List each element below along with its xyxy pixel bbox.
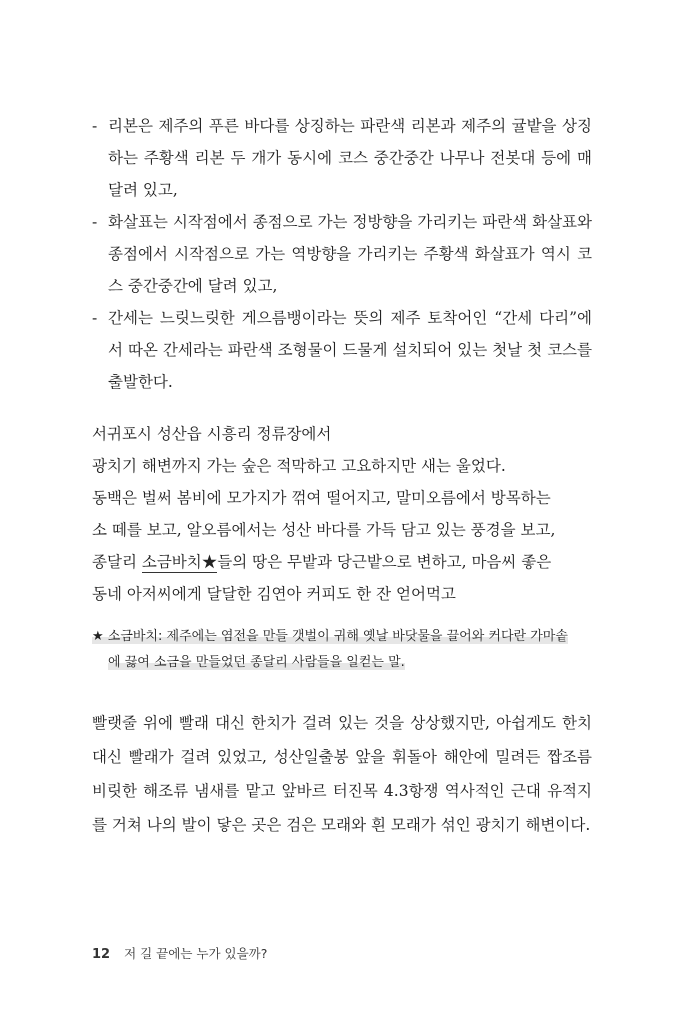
footnote-term[interactable]	[142, 553, 217, 573]
bullet-text: 화살표는 시작점에서 종점으로 가는 정방향을 가리키는 파란색 화살표와 종점에서 시작점으로 가는 역방향을 가리키는 주황색 화살표가 역시 코스 중간중간에 달려 있고,	[108, 213, 592, 295]
bullet-list	[92, 110, 592, 398]
page-footer	[92, 944, 267, 962]
footnote-line: ★ 소금바치: 제주에는 염전을 만들 갯벌이 귀해 옛날 바닷물을 끌어와 커다란 가마솥	[92, 629, 568, 644]
book-title: 저 길 끝에는 누가 있을까?	[124, 946, 268, 961]
poem-line: 소 떼를 보고, 알오름에서는 성산 바다를 가득 담고 있는 풍경을 보고,	[92, 521, 556, 539]
poem-line: 서귀포시 성산읍 시흥리 정류장에서	[92, 425, 332, 443]
footnote	[92, 624, 592, 676]
bullet-text: 리본은 제주의 푸른 바다를 상징하는 파란색 리본과 제주의 귤밭을 상징하는 주황색 리본 두 개가 동시에 코스 중간중간 나무나 전봇대 등에 매달려 있고,	[108, 117, 592, 199]
poem-text: 종달리	[92, 553, 142, 571]
prose-paragraph: 빨랫줄 위에 빨래 대신 한치가 걸려 있는 것을 상상했지만, 아쉽게도 한치 대신 빨래가 걸려 있었고, 성산일출봉 앞을 휘돌아 해안에 밀려든 짭조름 비릿한 해조류 냄새를 맡고 앞바르 터진목 4.3항쟁 역사적인 근대 유적지를 거쳐 나의 발이 닿은 곳은 검은 모래와 흰 모래가 섞인 광치기 해변이다.	[92, 714, 592, 834]
bullet-text: 간세는 느릿느릿한 게으름뱅이라는 뜻의 제주 토착어인 “간세 다리”에서 따온 간세라는 파란색 조형물이 드물게 설치되어 있는 첫날 첫 코스를 출발한다.	[108, 309, 592, 391]
bullet-item-arrow	[92, 206, 592, 302]
bullet-item-ganse	[92, 302, 592, 398]
poem-line: 동백은 벌써 봄비에 모가지가 꺾여 떨어지고, 말미오름에서 방목하는	[92, 489, 551, 507]
poem-block	[92, 418, 592, 610]
page-number: 12	[92, 947, 111, 962]
poem-line	[92, 546, 592, 578]
footnote-line: 에 끓여 소금을 만들었던 종달리 사람들을 일컫는 말.	[108, 655, 405, 670]
bullet-item-ribbon	[92, 110, 592, 206]
bullet-dash: -	[92, 117, 98, 135]
footnote-marker: ★	[201, 553, 218, 571]
poem-line: 동네 아저씨에게 달달한 김연아 커피도 한 잔 얻어먹고	[92, 585, 456, 603]
poem-text: 들의 땅은 무밭과 당근밭으로 변하고, 마음씨 좋은	[217, 553, 552, 571]
bullet-dash: -	[92, 309, 98, 327]
footnote-term-word: 소금바치	[141, 553, 202, 571]
bullet-dash: -	[92, 213, 98, 231]
poem-line: 광치기 해변까지 가는 숲은 적막하고 고요하지만 새는 울었다.	[92, 457, 506, 475]
